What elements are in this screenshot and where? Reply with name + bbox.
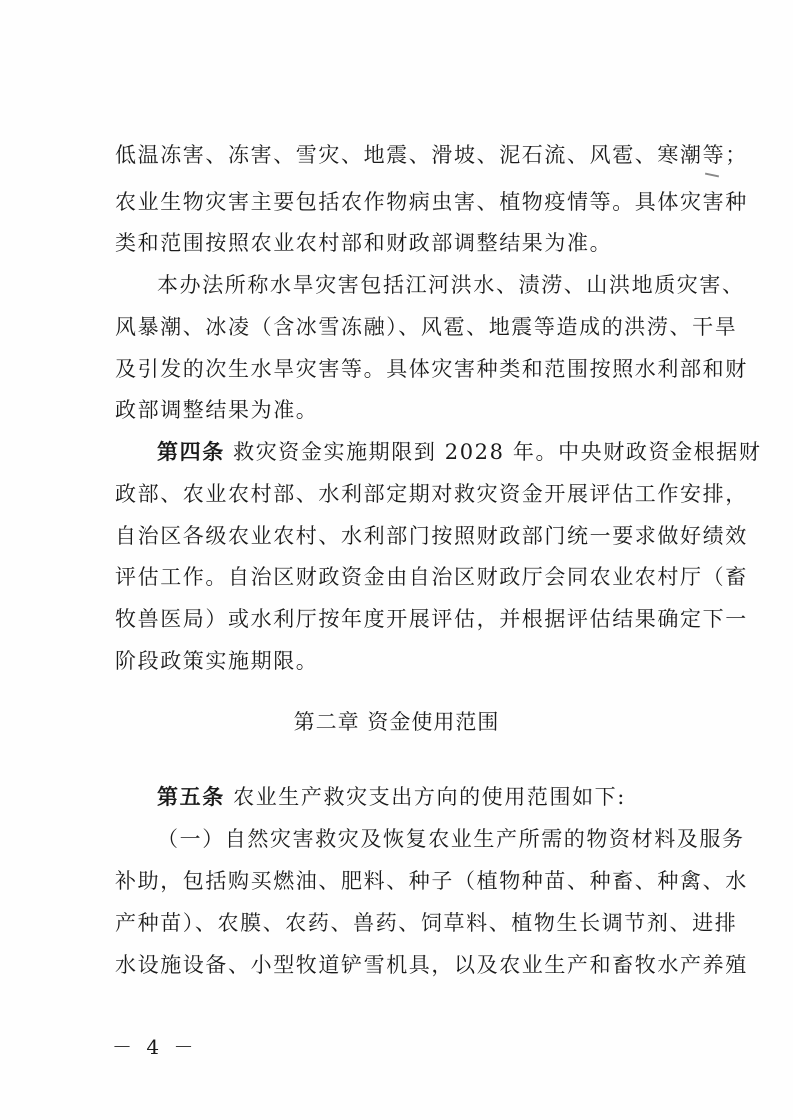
- article-5-text: 农业生产救灾支出方向的使用范围如下:: [224, 785, 626, 809]
- body-line: 政部、农业农村部、水利部定期对救灾资金开展评估工作安排，: [115, 482, 748, 506]
- body-line: 阶段政策实施期限。: [115, 649, 319, 673]
- body-line: 水设施设备、小型牧道铲雪机具，以及农业生产和畜牧水产养殖: [115, 953, 748, 977]
- body-line: 及引发的次生水旱灾害等。具体灾害种类和范围按照水利部和财: [115, 357, 748, 381]
- body-line: 自治区各级农业农村、水利部门按照财政部门统一要求做好绩效: [115, 524, 748, 548]
- body-line: 农业生物灾害主要包括农作物病虫害、植物疫情等。具体灾害种: [115, 190, 748, 214]
- page-number: － 4 －: [112, 1035, 198, 1059]
- body-line: 补助，包括购买燃油、肥料、种子（植物种苗、种畜、种禽、水: [115, 869, 748, 893]
- chapter-heading: 第二章 资金使用范围: [293, 710, 500, 734]
- body-line: 产种苗）、农膜、农药、兽药、饲草料、植物生长调节剂、进排: [115, 911, 738, 935]
- article-5-first-line: [157, 782, 690, 812]
- article-4-text: 救灾资金实施期限到 2028 年。中央财政资金根据财: [224, 440, 762, 464]
- body-line: 评估工作。自治区财政资金由自治区财政厅会同农业农村厅（畜: [115, 565, 748, 589]
- body-line: 政部调整结果为准。: [115, 398, 319, 422]
- body-line: 风暴潮、冰凌（含冰雪冻融）、风雹、地震等造成的洪涝、干旱: [115, 315, 738, 339]
- scan-mark: [705, 173, 719, 178]
- article-4-label: 第四条: [157, 440, 225, 464]
- body-line: 牧兽医局）或水利厅按年度开展评估，并根据评估结果确定下一: [115, 607, 748, 631]
- body-line: 本办法所称水旱灾害包括江河洪水、渍涝、山洪地质灾害、: [157, 273, 745, 297]
- body-line: 低温冻害、冻害、雪灾、地震、滑坡、泥石流、风雹、寒潮等；: [115, 143, 748, 167]
- body-line: （一）自然灾害救灾及恢复农业生产所需的物资材料及服务: [157, 827, 745, 851]
- article-5-label: 第五条: [157, 785, 225, 809]
- body-line: 类和范围按照农业农村部和财政部调整结果为准。: [115, 231, 613, 255]
- article-4-first-line: [157, 437, 762, 467]
